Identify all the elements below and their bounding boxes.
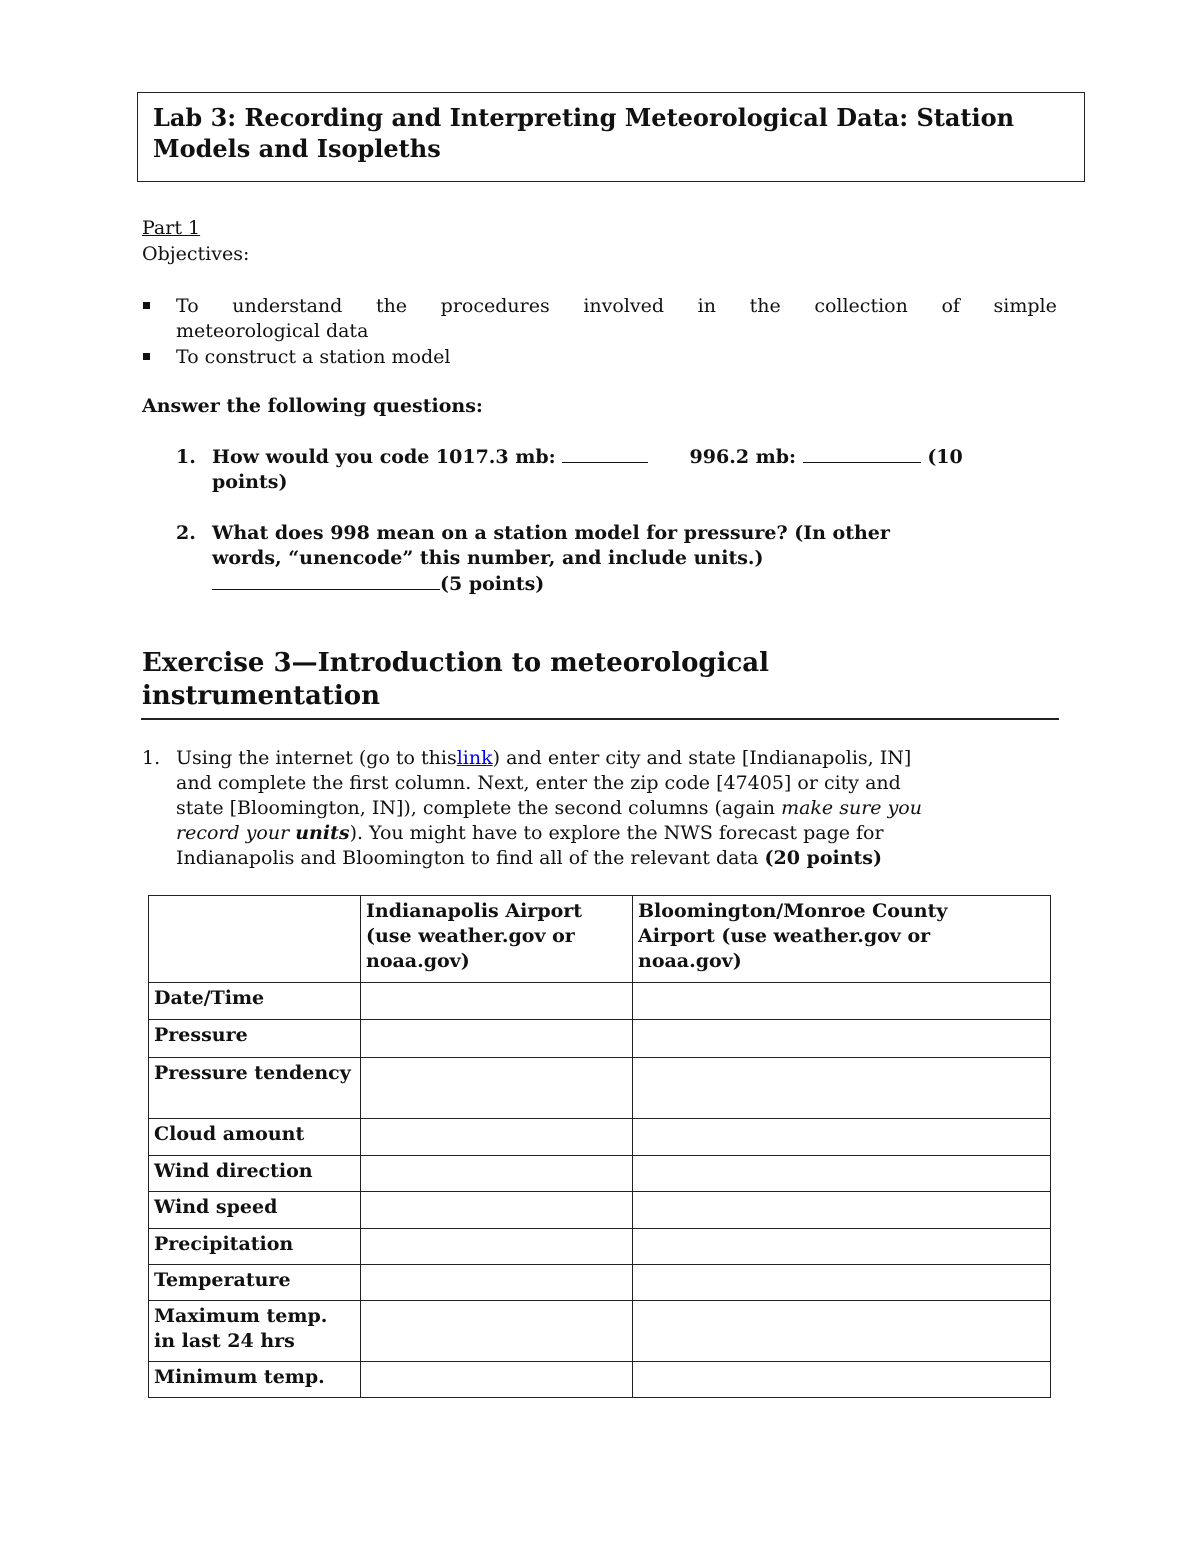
bloomington-cell[interactable] — [633, 1192, 1051, 1229]
row-label: Precipitation — [149, 1229, 361, 1265]
answer-blank[interactable] — [212, 572, 440, 590]
table-row — [149, 983, 1051, 1020]
indianapolis-cell[interactable] — [361, 1156, 633, 1192]
row-label: Pressure tendency — [149, 1058, 361, 1119]
emphasis: make sure you — [781, 797, 922, 819]
table-row — [149, 1156, 1051, 1192]
word: involved — [583, 295, 665, 317]
question-2-cont: words, “unencode” this number, and include units.) — [212, 547, 764, 569]
row-label: Cloud amount — [149, 1119, 361, 1156]
table-header-row — [149, 896, 1051, 983]
emphasis: units — [295, 822, 350, 844]
title-line: Models and Isopleths — [153, 134, 441, 163]
table-row — [149, 1229, 1051, 1265]
objective-1-cont: meteorological data — [176, 320, 369, 342]
answer-blank[interactable] — [562, 445, 648, 463]
header-line: Airport (use weather.gov or — [638, 925, 931, 947]
bullet-icon — [143, 353, 150, 360]
text: Using the internet (go to this — [176, 747, 457, 769]
q2-number: 2. — [176, 522, 196, 544]
indianapolis-cell[interactable] — [361, 1229, 633, 1265]
row-label: Date/Time — [149, 983, 361, 1020]
part-heading: Part 1 — [142, 217, 201, 239]
header-cell-empty — [149, 896, 361, 983]
objective-1 — [176, 294, 1057, 319]
indianapolis-cell[interactable] — [361, 1119, 633, 1156]
text: ). You might have to explore the NWS forecast page for — [349, 822, 884, 844]
text: Indianapolis and Bloomington to find all of the relevant data — [176, 847, 765, 869]
q1-number: 1. — [176, 446, 196, 468]
objective-2: To construct a station model — [176, 346, 451, 368]
word: simple — [993, 295, 1057, 317]
row-label: Wind speed — [149, 1192, 361, 1229]
bloomington-cell[interactable] — [633, 1362, 1051, 1398]
table-row — [149, 1265, 1051, 1301]
q1-text: How would you code 1017.3 mb: — [212, 446, 556, 468]
bloomington-cell[interactable] — [633, 1229, 1051, 1265]
table-row — [149, 1301, 1051, 1362]
instructions-line: and complete the first column. Next, enter the zip code [47405] or city and — [176, 772, 901, 794]
indianapolis-cell[interactable] — [361, 1058, 633, 1119]
q2-answer — [212, 572, 544, 597]
row-label: Minimum temp. — [149, 1362, 361, 1398]
row-label: Wind direction — [149, 1156, 361, 1192]
table-row — [149, 1020, 1051, 1058]
table-row — [149, 1119, 1051, 1156]
word: of — [941, 295, 960, 317]
word: collection — [814, 295, 908, 317]
instructions-line — [176, 746, 911, 771]
answer-blank[interactable] — [803, 445, 921, 463]
question-1 — [212, 445, 963, 470]
instructions-line — [176, 821, 884, 846]
questions-intro: Answer the following questions: — [142, 395, 483, 417]
q1-text: (10 — [927, 446, 963, 468]
word: in — [697, 295, 716, 317]
table-row — [149, 1058, 1051, 1119]
emphasis: record your — [176, 822, 296, 844]
word: understand — [232, 295, 343, 317]
indianapolis-cell[interactable] — [361, 983, 633, 1020]
instructions-line — [176, 796, 922, 821]
header-line: noaa.gov) — [366, 950, 470, 972]
weather-data-table — [148, 895, 1051, 1398]
header-line: noaa.gov) — [638, 950, 742, 972]
objectives-label: Objectives: — [142, 243, 250, 265]
text: ) and enter city and state [Indianapolis, IN] — [492, 747, 912, 769]
word: To — [176, 295, 199, 317]
item-number: 1. — [142, 747, 161, 769]
points: (20 points) — [764, 847, 882, 869]
title-line: Lab 3: Recording and Interpreting Meteorological Data: Station — [153, 103, 1015, 132]
indianapolis-cell[interactable] — [361, 1192, 633, 1229]
indianapolis-cell[interactable] — [361, 1362, 633, 1398]
text: state [Bloomington, IN]), complete the second columns (again — [176, 797, 782, 819]
word: procedures — [440, 295, 550, 317]
bloomington-cell[interactable] — [633, 983, 1051, 1020]
word: the — [375, 295, 408, 317]
indianapolis-cell[interactable] — [361, 1020, 633, 1058]
table-row — [149, 1192, 1051, 1229]
row-label: Pressure — [149, 1020, 361, 1058]
bloomington-cell[interactable] — [633, 1156, 1051, 1192]
header-line: Indianapolis Airport — [366, 900, 583, 922]
indianapolis-cell[interactable] — [361, 1265, 633, 1301]
lab-title — [137, 92, 1085, 182]
bullet-icon — [143, 302, 150, 309]
bloomington-cell[interactable] — [633, 1265, 1051, 1301]
exercise-heading-cont: instrumentation — [142, 681, 380, 711]
indianapolis-cell[interactable] — [361, 1301, 633, 1362]
row-label: Temperature — [149, 1265, 361, 1301]
q1-cont: points) — [212, 471, 288, 493]
header-cell — [361, 896, 633, 983]
weather-link[interactable]: link — [456, 747, 493, 769]
question-2: What does 998 mean on a station model for pressure? (In other — [212, 522, 890, 544]
word: the — [749, 295, 781, 317]
exercise-heading: Exercise 3—Introduction to meteorological — [142, 648, 770, 678]
instructions-line — [176, 846, 882, 871]
bloomington-cell[interactable] — [633, 1119, 1051, 1156]
bloomington-cell[interactable] — [633, 1301, 1051, 1362]
divider — [141, 718, 1059, 720]
q1-text: 996.2 mb: — [689, 446, 797, 468]
bloomington-cell[interactable] — [633, 1020, 1051, 1058]
header-line: (use weather.gov or — [366, 925, 575, 947]
table-row — [149, 1362, 1051, 1398]
header-line: Bloomington/Monroe County — [638, 900, 948, 922]
header-cell — [633, 896, 1051, 983]
q2-points: (5 points) — [440, 573, 545, 595]
row-label: Maximum temp. in last 24 hrs — [149, 1301, 361, 1362]
bloomington-cell[interactable] — [633, 1058, 1051, 1119]
